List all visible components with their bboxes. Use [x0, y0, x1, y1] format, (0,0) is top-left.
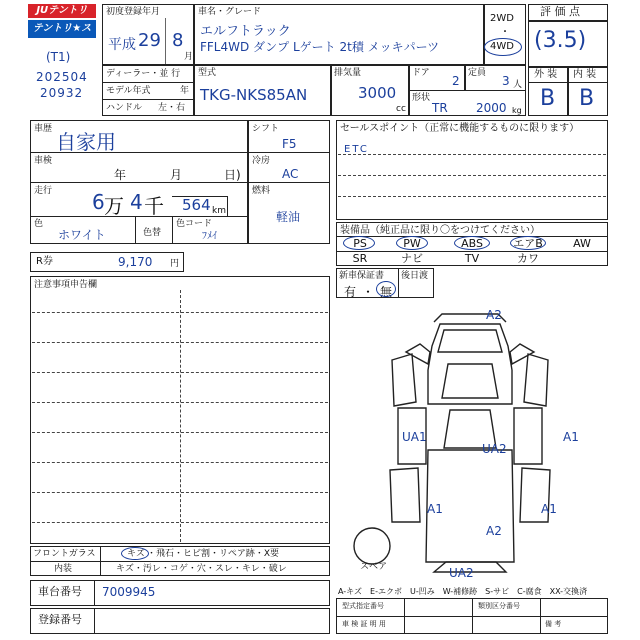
brand-logo-top: JUテントリ — [28, 4, 96, 18]
color-label: 色 — [34, 219, 44, 229]
class-cert-label: 類別区分番号 — [478, 602, 520, 610]
mark-front-a2: A2 — [486, 308, 502, 322]
glass-label: フロントガラス — [33, 549, 96, 559]
equip-navi: ナビ — [401, 252, 423, 265]
spare-label: スペア — [360, 562, 388, 572]
mileage-sen: 4 — [130, 190, 143, 214]
mileage-unit: km — [212, 206, 226, 216]
interior-row-label: 内装 — [54, 564, 73, 574]
reg-year: 29 — [138, 30, 161, 51]
mark-roof-ua2: UA2 — [482, 442, 507, 456]
model-year-label: モデル年式 — [106, 86, 151, 96]
fuel-value: 軽油 — [276, 210, 301, 224]
car-name-label: 車名・グレード — [198, 7, 262, 17]
chassis-value: 7009945 — [102, 585, 156, 599]
exterior-grade: B — [540, 86, 556, 111]
equip-abs-circle — [454, 236, 490, 250]
recycle-value: 9,170 — [118, 255, 153, 269]
lot-code: (T1) — [46, 50, 71, 64]
note-label: 備 考 — [545, 620, 562, 628]
model-year-unit: 年 — [180, 86, 190, 96]
mark-left-rear-a1: A1 — [427, 502, 443, 516]
mileage-sen-unit: 千 — [144, 194, 164, 218]
color-code-label: 色コード — [176, 219, 213, 229]
drive-2wd: 2WD — [490, 13, 514, 24]
usage-value: 自家用 — [56, 130, 116, 154]
shift-label: シフト — [252, 124, 280, 134]
type-label: 型式 — [198, 68, 217, 78]
equip-tv: TV — [464, 252, 480, 265]
mark-right-rear-a1: A1 — [541, 502, 557, 516]
equip-ps-circle — [343, 236, 375, 250]
interior-row-options: キズ・汚レ・コゲ・穴・スレ・キレ・破レ — [116, 564, 287, 574]
sales-points-box — [336, 120, 608, 220]
equipment-label: 装備品（純正品に限り〇をつけてください） — [340, 225, 540, 236]
lot-number-1: 202504 — [36, 70, 88, 84]
chassis-label: 車台番号 — [38, 585, 82, 598]
glass-circled: キズ — [127, 549, 145, 559]
mark-left-ua1: UA1 — [402, 430, 427, 444]
brand-logo — [28, 4, 96, 52]
equip-pw-circle — [396, 236, 428, 250]
displacement-unit: cc — [396, 104, 406, 114]
warranty-dot: ・ — [362, 285, 375, 299]
weight-value: 2000 — [476, 101, 507, 115]
aircon-value: AC — [282, 167, 299, 181]
damage-legend: A-キズ E-エクボ U-凹み W-補修跡 S-サビ C-腐食 XX-交換済 — [338, 587, 588, 596]
equip-airbag-circle — [510, 236, 546, 250]
capacity-value: 3 — [502, 74, 510, 88]
first-reg-label: 初度登録年月 — [106, 7, 161, 17]
car-name-line1: エルフトラック — [200, 24, 291, 39]
dealer-label: ディーラー・並 行 — [106, 69, 181, 79]
shape-value: TR — [432, 101, 448, 115]
equip-leather: カワ — [517, 252, 539, 265]
color-code-value: ﾌﾒｲ — [202, 231, 217, 242]
warranty-no-circle — [376, 281, 396, 297]
reg-month-unit: 月 — [184, 52, 194, 62]
inspection-year-unit: 年 — [114, 168, 127, 182]
equip-sr: SR — [352, 252, 368, 265]
sales-points-label: セールスポイント（正常に機能するものに限ります） — [340, 123, 580, 134]
doc-cert-label: 車 検 証 明 用 — [342, 620, 386, 628]
usage-label: 車歴 — [34, 124, 53, 134]
equip-abs: ABS — [461, 237, 483, 250]
sales-point-etc: ETC — [344, 144, 369, 155]
glass-scratch-circle — [121, 547, 149, 560]
hood-outline — [442, 364, 498, 398]
equip-airbag: エアB — [513, 237, 543, 250]
shape-label: 形状 — [412, 93, 431, 103]
capacity-unit: 人 — [513, 80, 523, 90]
inspection-day-unit: 日) — [224, 168, 241, 182]
registration-label: 登録番号 — [38, 613, 82, 626]
spare-tire-outline — [354, 528, 390, 564]
reg-month: 8 — [172, 30, 184, 51]
rating-score: (3.5) — [534, 28, 587, 53]
capacity-label: 定員 — [468, 68, 487, 78]
recycle-box — [30, 252, 184, 272]
displacement-value: 3000 — [358, 84, 397, 102]
fuel-label: 燃料 — [252, 186, 271, 196]
color-value: ホワイト — [58, 228, 106, 242]
model-cert-label: 型式指定番号 — [342, 602, 384, 610]
glass-options: ・飛石・ヒビ割・リペア跡・X要 — [147, 549, 279, 559]
recycle-unit: 円 — [170, 259, 180, 269]
mark-bed-a2: A2 — [486, 524, 502, 538]
car-name-line2: FFL4WD ダンプ Lゲート 2t積 メッキパーツ — [200, 40, 440, 54]
rating-label: 評 価 点 — [540, 5, 580, 18]
recycle-label: R券 — [36, 256, 53, 267]
drive-dot: ・ — [500, 27, 510, 38]
warranty-no: 無 — [380, 285, 393, 299]
left-front-wheel-outline — [392, 354, 416, 406]
inspection-month-unit: 月 — [170, 168, 183, 182]
color-swap-label: 色替 — [143, 228, 162, 238]
mileage-man: 6 — [92, 190, 105, 214]
exterior-label: 外 装 — [534, 69, 558, 80]
brand-logo-bottom: テントリ★スター — [28, 20, 96, 38]
right-front-wheel-outline — [524, 354, 548, 406]
mark-right-a1: A1 — [563, 430, 579, 444]
right-cab-side-outline — [514, 408, 542, 464]
doors-label: ドア — [412, 68, 430, 78]
aircon-label: 冷房 — [252, 156, 271, 166]
mileage-man-unit: 万 — [104, 194, 124, 218]
mileage-label: 走行 — [34, 186, 53, 196]
equip-ps: PS — [353, 237, 367, 250]
doors-value: 2 — [452, 74, 460, 88]
warranty-label: 新車保証書 — [339, 271, 385, 281]
equip-pw: PW — [403, 237, 421, 250]
interior-grade: B — [579, 86, 595, 111]
lot-number-2: 20932 — [40, 86, 84, 100]
type-value: TKG-NKS85AN — [200, 86, 308, 104]
handle-value: 左・右 — [158, 103, 186, 113]
left-rear-wheel-outline — [390, 468, 420, 522]
interior-label: 内 装 — [573, 69, 597, 80]
era: 平成 — [108, 37, 136, 53]
mileage-rest: 564 — [182, 196, 211, 214]
inspection-label: 車検 — [34, 156, 53, 166]
warranty-yes: 有 — [344, 285, 357, 299]
notes-label: 注意事項申告欄 — [34, 280, 98, 290]
drive-4wd: 4WD — [490, 41, 514, 52]
shift-value: F5 — [282, 137, 297, 151]
mark-rear-ua2: UA2 — [449, 566, 474, 580]
equip-aw: AW — [573, 237, 591, 250]
weight-unit: kg — [512, 106, 522, 115]
displacement-label: 排気量 — [334, 68, 362, 78]
handle-label: ハンドル — [106, 103, 143, 113]
later-delivery-label: 後日渡 — [401, 271, 429, 281]
windshield-outline — [438, 330, 502, 352]
